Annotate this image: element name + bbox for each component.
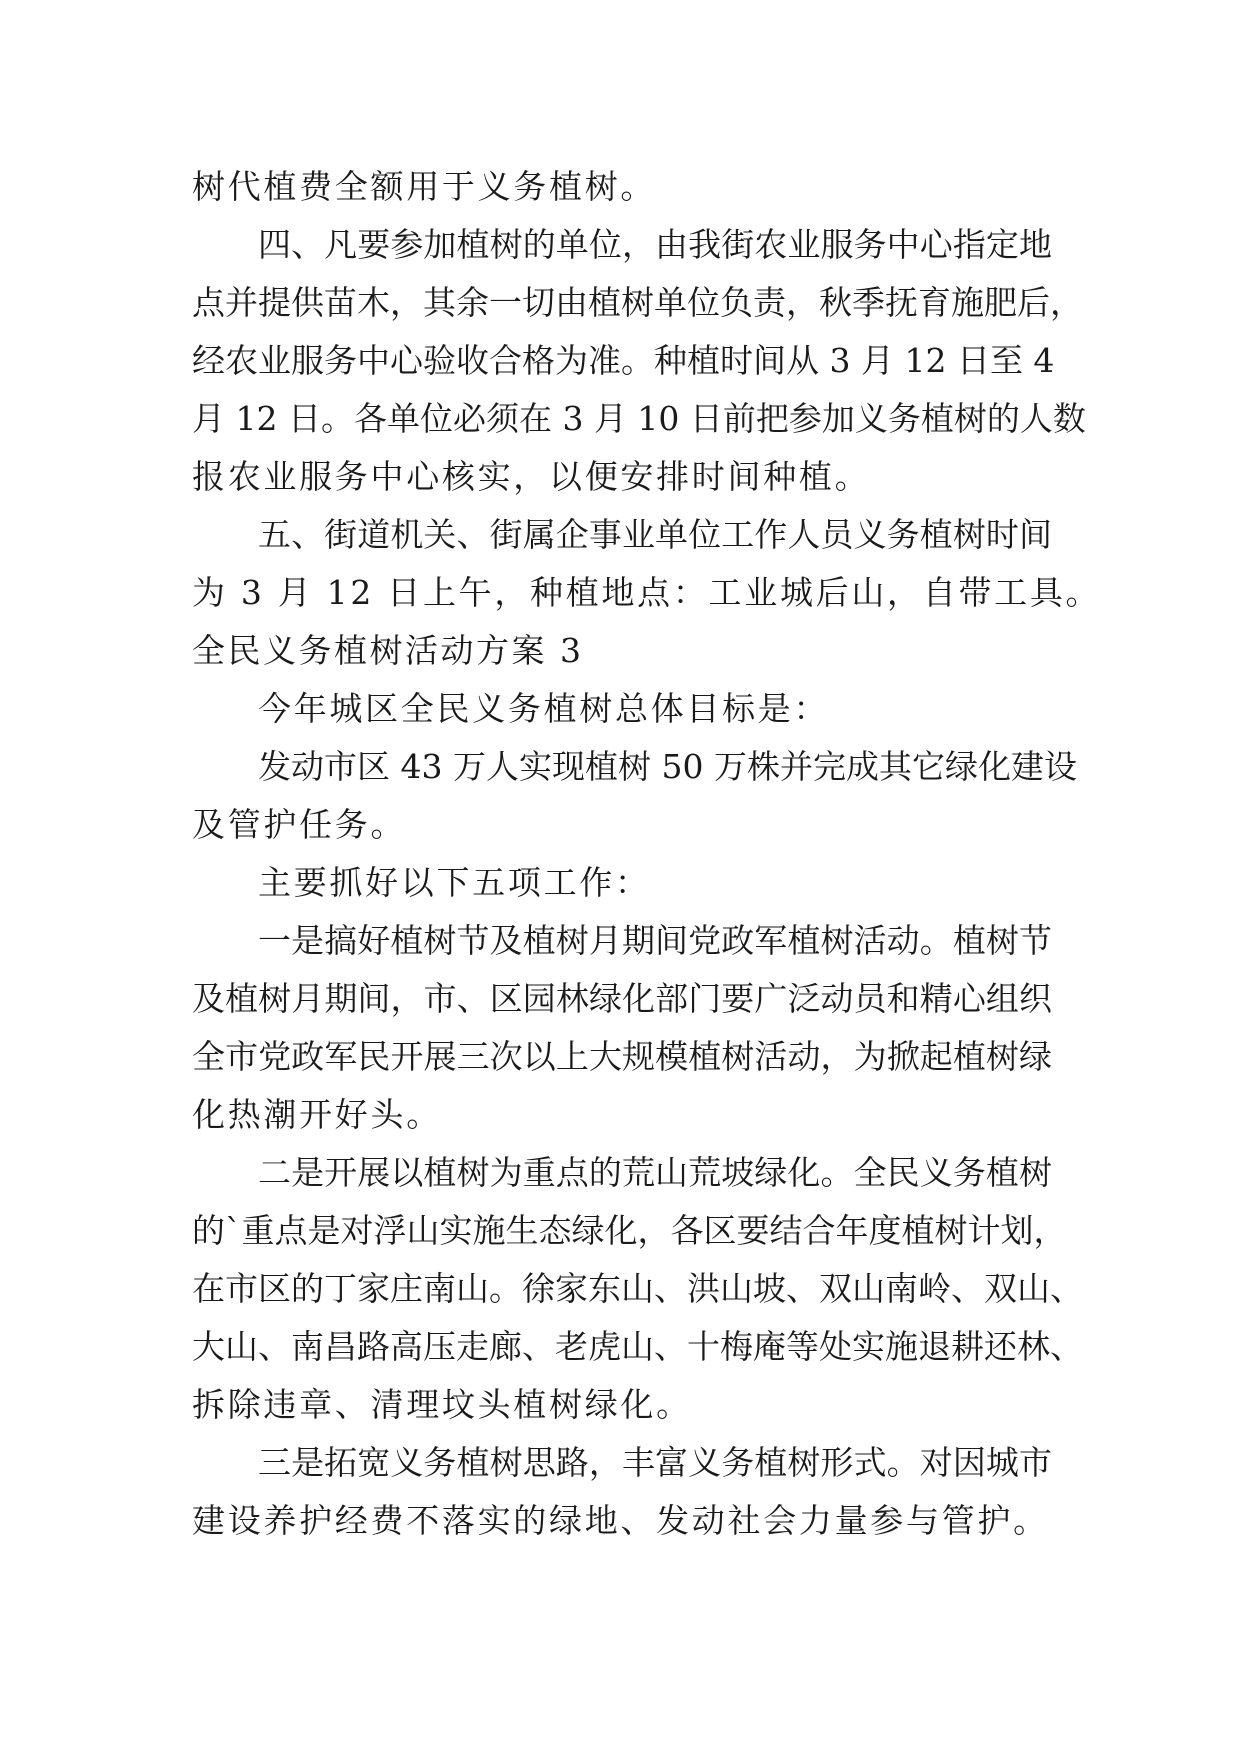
document-page bbox=[192, 158, 1102, 1550]
paragraph-line: 发动市区 43 万人实现植树 50 万株并完成其它绿化建设 bbox=[258, 747, 1077, 786]
paragraph-line: 及管护任务。 bbox=[192, 805, 407, 844]
paragraph-line: 五、街道机关、街属企事业单位工作人员义务植树时间 bbox=[258, 515, 1052, 554]
paragraph-line: 点并提供苗木，其余一切由植树单位负责，秋季抚育施肥后， bbox=[192, 283, 1083, 322]
paragraph-line: 建设养护经费不落实的绿地、发动社会力量参与管护。 bbox=[192, 1501, 1049, 1540]
paragraph-line: 今年城区全民义务植树总体目标是： bbox=[258, 689, 830, 728]
paragraph-line: 为 3 月 12 日上午，种植地点：工业城后山，自带工具。 bbox=[192, 573, 1102, 612]
paragraph-line: 的`重点是对浮山实施生态绿化，各区要结合年度植树计划， bbox=[192, 1211, 1067, 1250]
paragraph-line: 全市党政军民开展三次以上大规模植树活动，为掀起植树绿 bbox=[192, 1037, 1052, 1076]
section-heading: 全民义务植树活动方案 3 bbox=[192, 631, 584, 670]
paragraph-line: 月 12 日。各单位必须在 3 月 10 日前把参加义务植树的人数 bbox=[192, 399, 1086, 438]
paragraph-line: 报农业服务中心核实，以便安排时间种植。 bbox=[192, 457, 871, 496]
paragraph-line: 树代植费全额用于义务植树。 bbox=[192, 167, 657, 206]
paragraph-line: 及植树月期间，市、区园林绿化部门要广泛动员和精心组织 bbox=[192, 979, 1052, 1018]
paragraph-line: 主要抓好以下五项工作： bbox=[258, 863, 651, 902]
paragraph-line: 二是开展以植树为重点的荒山荒坡绿化。全民义务植树 bbox=[258, 1153, 1052, 1192]
paragraph-line: 四、凡要参加植树的单位，由我街农业服务中心指定地 bbox=[258, 225, 1052, 264]
paragraph-line: 大山、南昌路高压走廊、老虎山、十梅庵等处实施退耕还林、 bbox=[192, 1327, 1083, 1366]
paragraph-line: 化热潮开好头。 bbox=[192, 1095, 442, 1134]
paragraph-line: 拆除违章、清理坟头植树绿化。 bbox=[192, 1385, 692, 1424]
paragraph-line: 在市区的丁家庄南山。徐家东山、洪山坡、双山南岭、双山、 bbox=[192, 1269, 1083, 1308]
paragraph-line: 一是搞好植树节及植树月期间党政军植树活动。植树节 bbox=[258, 921, 1052, 960]
paragraph-line: 三是拓宽义务植树思路，丰富义务植树形式。对因城市 bbox=[258, 1443, 1052, 1482]
paragraph-line: 经农业服务中心验收合格为准。种植时间从 3 月 12 日至 4 bbox=[192, 341, 1055, 380]
